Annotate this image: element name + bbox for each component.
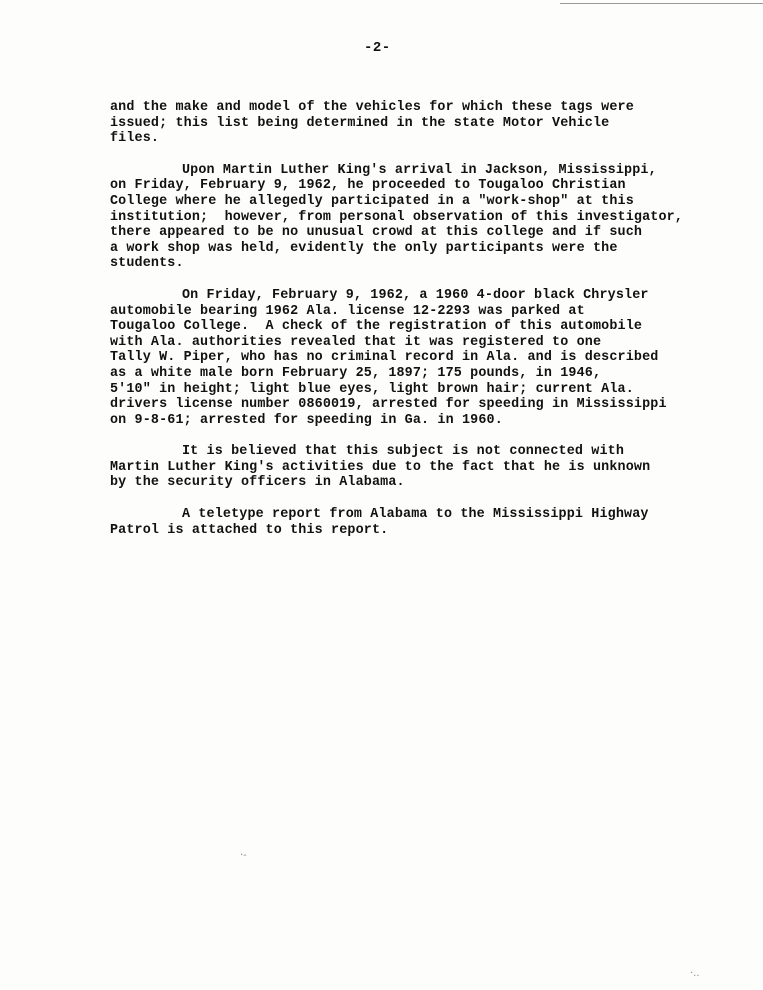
text-line: a work shop was held, evidently the only participants were the [110,240,618,256]
text-line: Tally W. Piper, who has no criminal record in Ala. and is described [110,350,659,366]
text-line: A teletype report from Alabama to the Mississippi Highway [182,507,649,523]
text-line: by the security officers in Alabama. [110,475,405,491]
text-line: drivers license number 0860019, arrested for speeding in Mississippi [110,397,667,413]
text-line: on 9-8-61; arrested for speeding in Ga. in 1960. [110,412,503,428]
text-line: as a white male born February 25, 1897; 175 pounds, in 1946, [110,365,602,381]
text-line: there appeared to be no unusual crowd at this college and if such [110,225,643,241]
scan-speck: ·.. [690,968,700,979]
text-line: Martin Luther King's activities due to the fact that he is unknown [110,459,651,475]
text-line: on Friday, February 9, 1962, he proceeded to Tougaloo Christian [110,178,626,194]
text-line: automobile bearing 1962 Ala. license 12-2293 was parked at [110,303,585,319]
top-edge-line [560,3,763,4]
text-line: students. [110,256,184,272]
text-line: On Friday, February 9, 1962, a 1960 4-door black Chrysler [182,287,649,303]
text-line: issued; this list being determined in the state Motor Vehicle [110,115,610,131]
text-line: files. [110,131,160,147]
paragraph-5 [110,507,750,538]
text-line: and the make and model of the vehicles for which these tags were [110,100,634,115]
text-line: It is believed that this subject is not connected with [182,444,625,460]
paragraph-3 [110,288,750,428]
text-line: institution; however, from personal observation of this investigator, [110,209,683,225]
paragraph-1 [110,100,750,147]
paragraph-4 [110,444,750,491]
page-number: -2- [364,40,391,56]
text-line: Tougaloo College. A check of the registration of this automobile [110,319,643,335]
document-body [110,100,750,554]
text-line: Upon Martin Luther King's arrival in Jackson, Mississippi, [182,162,657,178]
text-line: with Ala. authorities revealed that it was registered to one [110,334,602,350]
text-line: Patrol is attached to this report. [110,522,389,538]
scan-speck: ·- [240,850,247,861]
text-line: College where he allegedly participated in a "work-shop" at this [110,193,634,209]
text-line: 5'10" in height; light blue eyes, light brown hair; current Ala. [110,381,634,397]
paragraph-2 [110,163,750,272]
